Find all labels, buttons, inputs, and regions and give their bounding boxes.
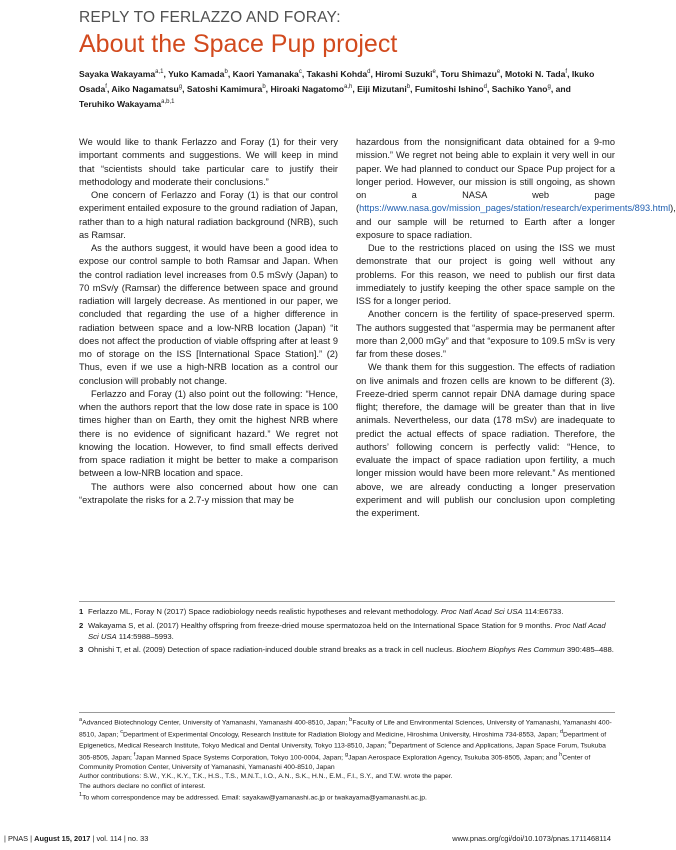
reference-number: 1	[79, 607, 84, 616]
paragraph: The authors were also concerned about how one can “extrapolate the risks for a 2.7-y mission that may be	[79, 481, 338, 505]
reference-text: Wakayama S, et al. (2017) Healthy offspring from freeze-dried mouse spermatozoa held on the International Space Station for 9 months. Proc Natl Acad Sci USA 114:5988–5993.	[88, 620, 606, 641]
conflict-statement: The authors declare no conflict of interest.	[79, 782, 206, 790]
paragraph: Due to the restrictions placed on using the ISS we must demonstrate that our project is going well without any problems. For this reason, we need to publish our first data immediately to justify keeping the other space sample on the ISS for a longer period.	[356, 243, 615, 306]
paragraph: Ferlazzo and Foray (1) also point out the following: “Hence, when the authors report that the low dose rate in space is 100 times higher than on Earth, they omit the highest NRB where there is no evidence of significant hazard.” We regret not knowing the location. However, to find small effects derived from space radiation it might be better to make a comparison between a low-NRB location and space.	[79, 388, 338, 479]
journal-info: | PNAS | August 15, 2017 | vol. 114 | no. 33	[4, 834, 149, 843]
paragraph-text: ), and our sample will be returned to Earth after a longer exposure to space radiation.	[356, 203, 676, 240]
reference-number: 3	[79, 645, 84, 654]
author-contributions: Author contributions: S.W., Y.K., K.Y., T.K., H.S., T.S., M.N.T., I.O., A.N., S.K., H.N., E.M., F.I., S.Y., and T.W. wrote the paper.	[79, 773, 453, 781]
article-kicker: REPLY TO FERLAZZO AND FORAY:	[79, 9, 341, 26]
reference-number: 2	[79, 620, 84, 630]
reference-text: Ohnishi T, et al. (2009) Detection of space radiation-induced double strand breaks as a track in cell nucleus. Biochem Biophys Res Commun 390:485–488.	[88, 645, 614, 654]
reference-item	[79, 620, 615, 642]
paragraph	[356, 136, 676, 242]
paragraph: Another concern is the fertility of space-preserved sperm. The authors suggested that “aspermia may be permanent after more than 2,000 mGy” and that “exposure to 109.5 mSv is very far from these doses.”	[356, 309, 615, 359]
paragraph: We thank them for this suggestion. The effects of radiation on live animals and frozen cells are known to be different (3). Freeze-dried sperm cannot repair DNA damage during space flight; therefore, the damage will be greater than that in live animals. Nevertheless, our data (178 mSv) are inadequate to predict the actual effects of space radiation. Therefore, the authors’ following concern is perfectly valid: “Hence, to evaluate the impact of space radiation upon fertility, a much longer mission would have been more relevant.” As mentioned above, we are already conducting a longer preservation experiment and will publish our conclusion upon completing the experiment.	[356, 362, 615, 518]
article-header	[79, 8, 599, 111]
article-title: About the Space Pup project	[79, 30, 398, 58]
paragraph-text: hazardous from the nonsignificant data obtained for a 9-mo mission.” We regret not being able to explain it very well in our paper. We had planned to conduct our Space Pup project for a longer period. However, our mission is still ongoing, as shown on a NASA web page (	[356, 137, 615, 214]
reference-list	[79, 601, 615, 658]
reference-item	[79, 644, 615, 655]
paragraph: One concern of Ferlazzo and Foray (1) is that our control experiment entailed exposure to the ground radiation of Japan, rather than to a high natural radiation background (NRB), such as Ramsar.	[79, 190, 338, 240]
paragraph: As the authors suggest, it would have been a good idea to expose our control sample to both Ramsar and Japan. When the control radiation level increases from 0.5 mSv/y (Japan) to 70 mSv/y (Ramsar) the difference between space and ground radiation will largely decrease. As mentioned in our paper, we concluded that regarding the use of a higher difference in radiation between space and a low-NRB location (Japan) “it does not affect the production of viable offspring after at least 9 mo of storage on the ISS [International Space Station].” (2) Thus, even if we use a high-NRB location as a control our conclusion will probably not change.	[79, 243, 338, 386]
reference-item	[79, 606, 615, 617]
paragraph: We would like to thank Ferlazzo and Foray (1) for their very important comments and suggestions. We will keep in mind that “scientists should take particular care to justify their methodology and moderate their conclusions.”	[79, 137, 338, 187]
affiliations: $^a$Advanced Biotechnology Center, University of Yamanashi, Yamanashi 400-8510, Japan; $^b$Faculty of Life and Environmental Sciences, University of Yamanashi, Yamanashi 400-8510, Japan; $^c$Department of Experimental Oncology, Research Institute for Radiation Biology and Medicine, Hiroshima University, Hiroshima 734-8553, Japan; $^d$Department of Epigenetics, Medical Research Institute, Tokyo Medical and Dental University, Tokyo 113-8510, Japan; $^e$Department of Science and Applications, Japan Space Forum, Tsukuba 305-8505, Japan; $^f$Japan Manned Space Systems Corporation, Tokyo 100-0004, Japan; $^g$Japan Aerospace Exploration Agency, Tsukuba 305-8505, Japan; and $^h$Center of Community Promotion Center, University of Yamanashi, Yamanashi 400-8510, Japan	[79, 717, 612, 771]
reference-text: Ferlazzo ML, Foray N (2017) Space radiobiology needs realistic hypotheses and relevant methodology. Proc Natl Acad Sci USA 114:E6733.	[88, 607, 564, 616]
affiliations-block	[79, 712, 615, 803]
page-footer	[4, 834, 611, 843]
correspondence: $^1$To whom correspondence may be addressed. Email: sayakaw@yamanashi.ac.jp or twakayama@yamanashi.ac.jp.	[79, 791, 427, 802]
author-list: Sayaka Wakayama$^{a,1}$, Yuko Kamada$^b$, Kaori Yamanaka$^c$, Takashi Kohda$^d$, Hiromi Suzuki$^e$, Toru Shimazu$^e$, Motoki N. Tada$^f$, Ikuko Osada$^f$, Aiko Nagamatsu$^g$, Satoshi Kamimura$^b$, Hiroaki Nagatomo$^{a,h}$, Eiji Mizutani$^b$, Fumitoshi Ishino$^d$, Sachiko Yano$^g$, and Teruhiko Wakayama$^{a,b,1}$	[79, 68, 595, 109]
left-column	[79, 136, 338, 507]
right-column	[356, 136, 676, 520]
doi-link[interactable]: www.pnas.org/cgi/doi/10.1073/pnas.1711468114	[452, 834, 611, 843]
nasa-webpage-link[interactable]: https://www.nasa.gov/mission_pages/station/research/experiments/893.html	[359, 203, 671, 214]
